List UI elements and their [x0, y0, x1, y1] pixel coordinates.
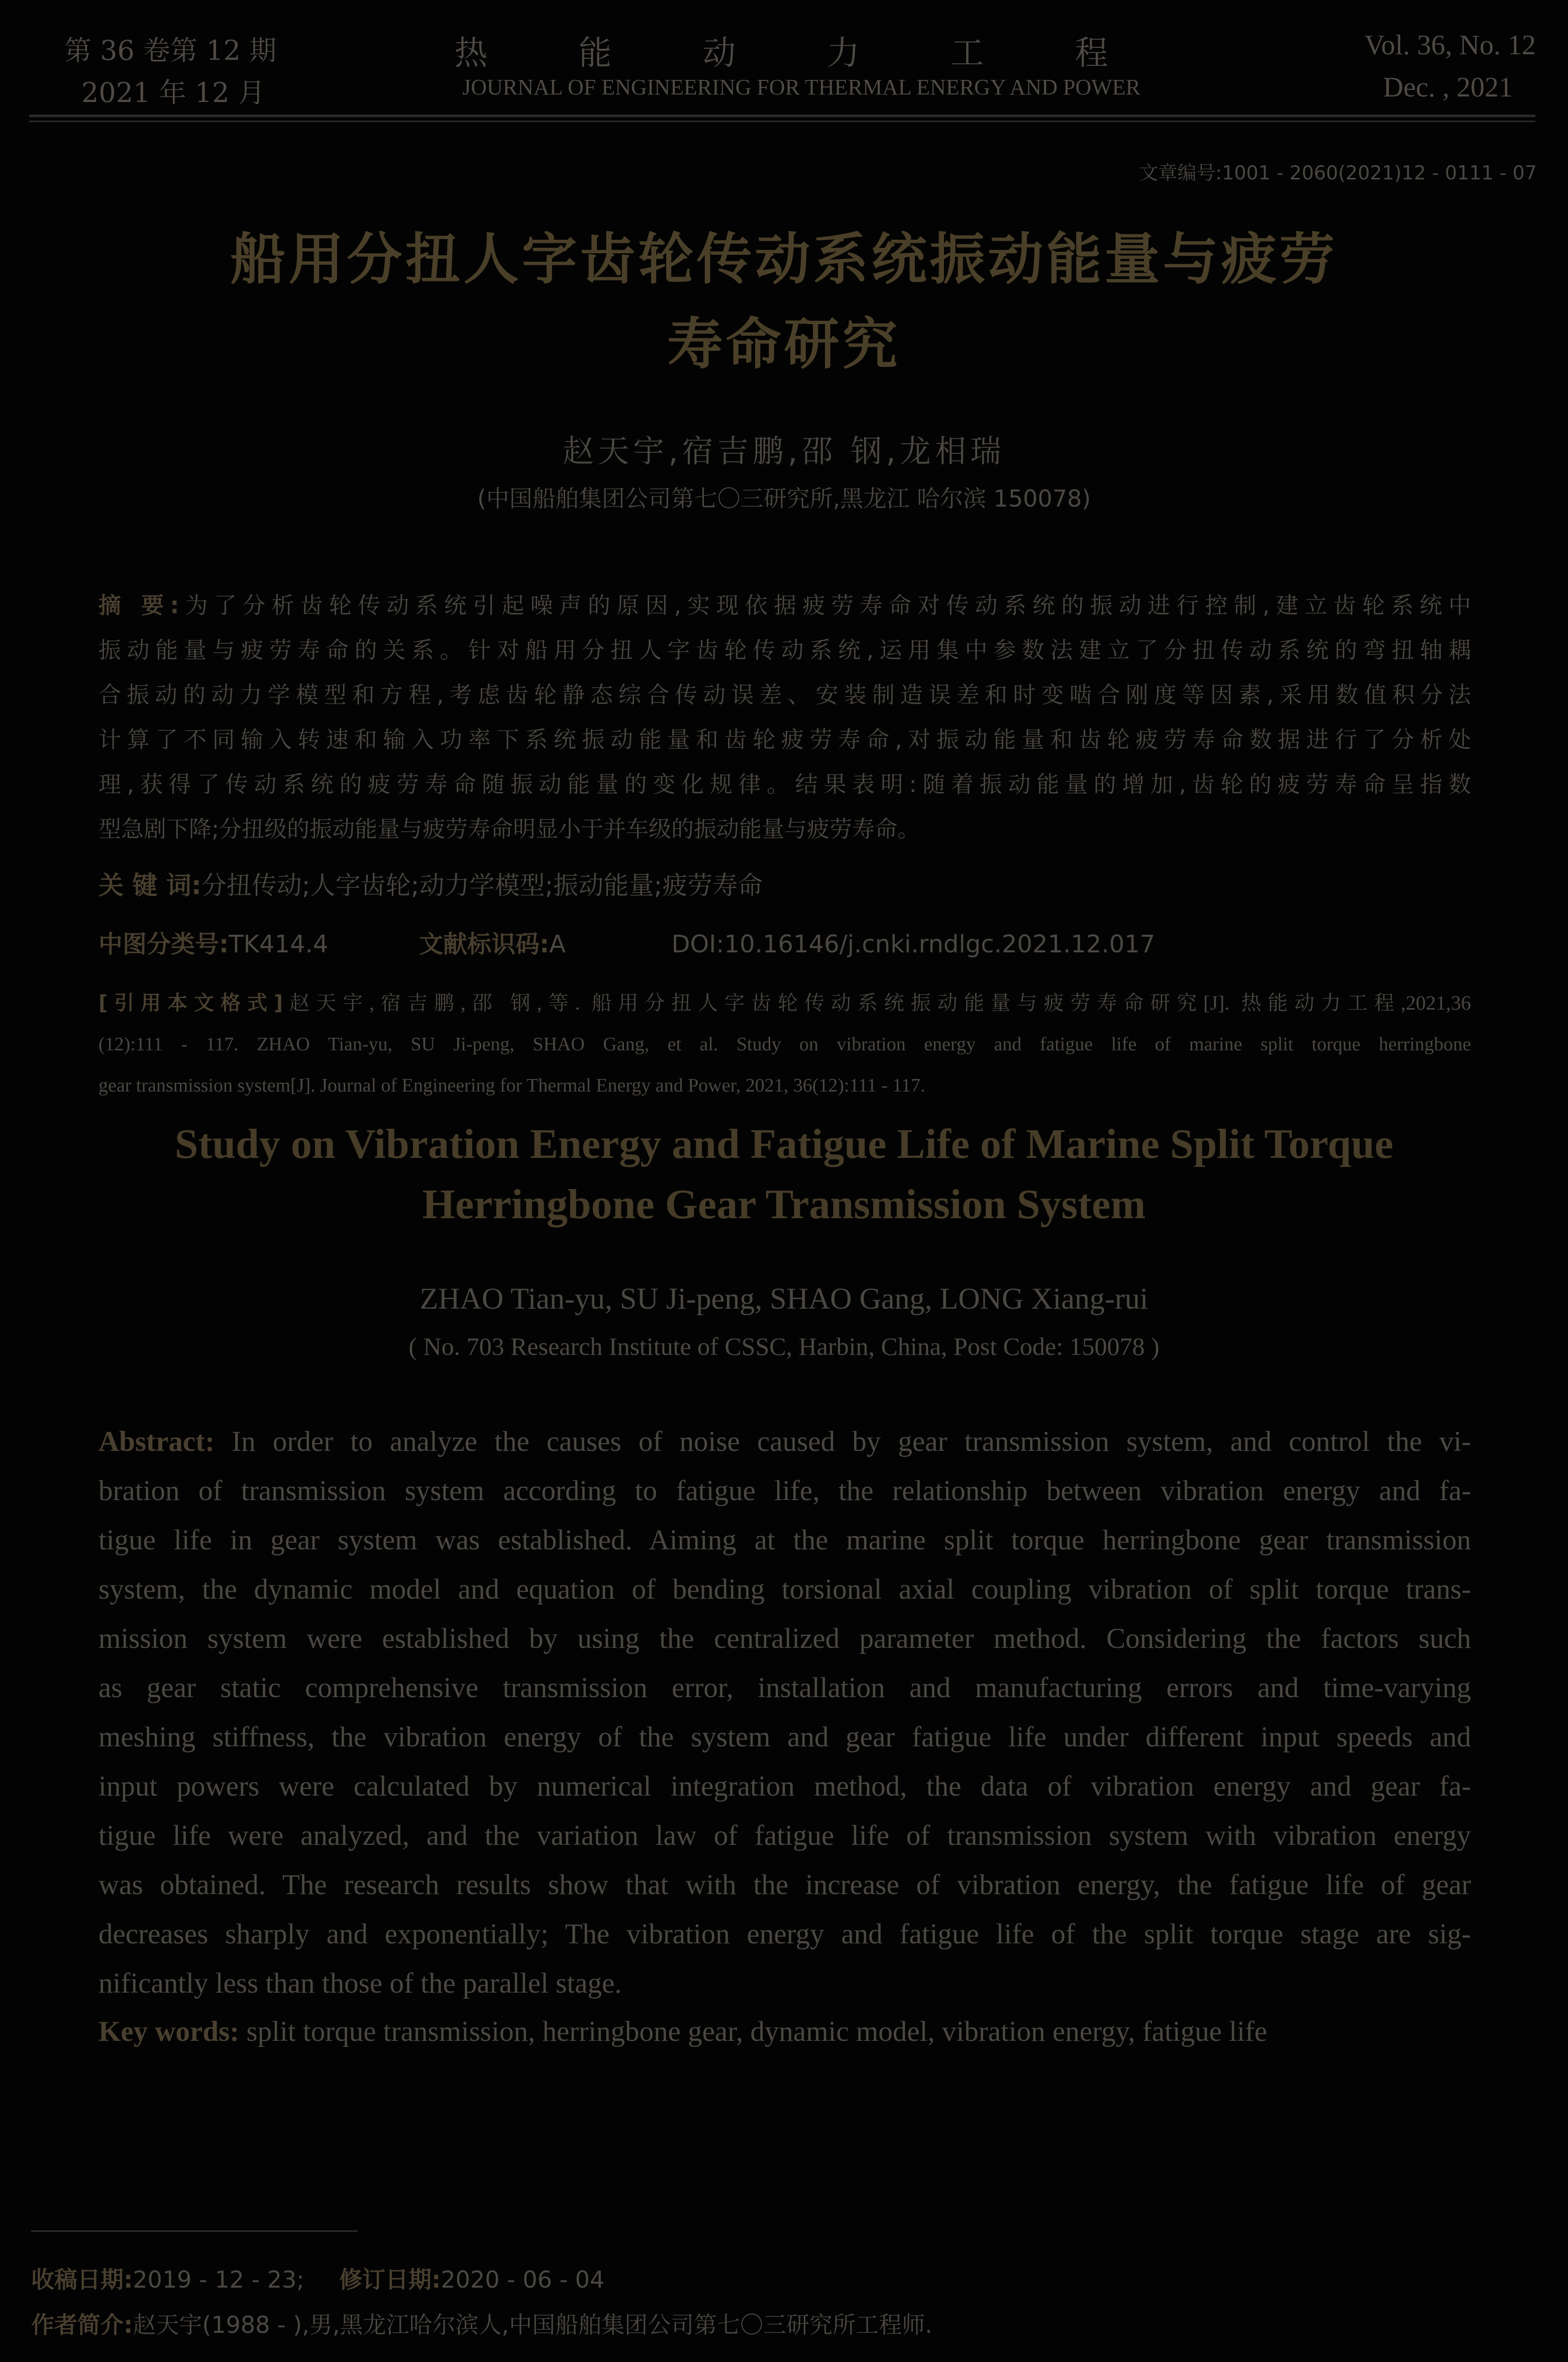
citation-label: [引用本文格式] [98, 992, 283, 1015]
header-right-top: Vol. 36, No. 12 [1364, 30, 1536, 61]
abstract-en-line: nificantly less than those of the parallel stage. [98, 1967, 622, 1999]
abstract-cn [98, 583, 1471, 851]
abstract-en-line: mission system were established by using the centralized parameter method. Considering the factors such [98, 1623, 1471, 1654]
abstract-en-line: tigue life were analyzed, and the variation law of fatigue life of transmission system with vibration energy [98, 1820, 1471, 1851]
authors-cn: 赵天宇,宿吉鹏,邵 钢,龙相瑞 [563, 433, 1005, 469]
abstract-en-line: tigue life in gear system was established. Aiming at the marine split torque herringbone gear transmission [98, 1524, 1471, 1556]
abstract-cn-label: 摘 要: [98, 592, 179, 619]
doc-code-value: A [549, 930, 566, 958]
citation-line: [引用本文格式]赵天宇,宿吉鹏,邵 钢,等. 船用分扭人字齿轮传动系统振动能量与疲劳寿命研究[J]. 热能动力工程,2021,36 [98, 992, 1471, 1015]
keywords-en-value: split torque transmission, herringbone gear, dynamic model, vibration energy, fatigue life [246, 2016, 1268, 2047]
abstract-cn-line: 型急剧下降;分扭级的振动能量与疲劳寿命明显小于并车级的振动能量与疲劳寿命。 [98, 816, 920, 842]
citation [98, 982, 1471, 1106]
doi: DOI:10.16146/j.cnki.rndlgc.2021.12.017 [671, 930, 1156, 958]
abstract-cn-line: 合振动的动力学模型和方程,考虑齿轮静态综合传动误差、安装制造误差和时变啮合刚度等因素,采用数值积分法 [98, 681, 1471, 708]
received-label: 收稿日期: [31, 2266, 133, 2293]
keywords-en-label: Key words: [98, 2016, 240, 2047]
title-cn-line-2: 寿命研究 [667, 312, 901, 376]
header-center-cn: 热 能 动 力 工 程 [454, 34, 1148, 72]
title-en-line-2: Herringbone Gear Transmission System [422, 1181, 1146, 1228]
abstract-cn-line: 振动能量与疲劳寿命的关系。针对船用分扭人字齿轮传动系统,运用集中参数法建立了分扭传动系统的弯扭轴耦 [98, 637, 1471, 663]
classification-row [98, 925, 1155, 959]
revised-value: 2020 - 06 - 04 [441, 2266, 605, 2293]
revised-label: 修订日期: [339, 2266, 441, 2293]
header-right-bottom: Dec. , 2021 [1383, 72, 1513, 103]
keywords-cn-value: 分扭传动;人字齿轮;动力学模型;振动能量;疲劳寿命 [201, 871, 763, 900]
abstract-cn-line: 理,获得了传动系统的疲劳寿命随振动能量的变化规律。结果表明:随着振动能量的增加,齿轮的疲劳寿命呈指数 [98, 771, 1471, 798]
received-value: 2019 - 12 - 23; [133, 2266, 304, 2293]
abstract-en-line: bration of transmission system according to fatigue life, the relationship between vibration energy and fa- [98, 1475, 1471, 1507]
clc-label: 中图分类号: [98, 930, 229, 958]
doc-code-label: 文献标识码: [419, 930, 550, 958]
title-cn-line-1: 船用分扭人字齿轮传动系统振动能量与疲劳 [230, 227, 1338, 291]
abstract-cn-line: 计算了不同输入转速和输入功率下系统振动能量和齿轮疲劳寿命,对振动能量和齿轮疲劳寿命数据进行了分析处 [98, 726, 1471, 753]
footnote-rule [31, 2230, 358, 2232]
author-bio-label: 作者简介: [31, 2311, 133, 2338]
abstract-cn-line: 摘 要:为了分析齿轮传动系统引起噪声的原因,实现依据疲劳寿命对传动系统的振动进行控制,建立齿轮系统中 [98, 592, 1471, 619]
abstract-en-line: decreases sharply and exponentially; The vibration energy and fatigue life of the split torque stage are sig- [98, 1918, 1471, 1950]
header-rule-top [29, 115, 1535, 117]
article-number: 文章编号:1001 - 2060(2021)12 - 0111 - 07 [1139, 162, 1537, 184]
abstract-en-line: meshing stiffness, the vibration energy of the system and gear fatigue life under different input speeds and [98, 1721, 1471, 1753]
keywords-cn-label: 关 键 词: [98, 871, 201, 900]
abstract-en-line: input powers were calculated by numerical integration method, the data of vibration energy and gear fa- [98, 1770, 1471, 1802]
citation-line: (12):111 - 117. ZHAO Tian-yu, SU Ji-peng, SHAO Gang, et al. Study on vibration energy and fatigue life of marine split torque herringbone [98, 1034, 1471, 1055]
abstract-en-line: as gear static comprehensive transmission error, installation and manufacturing errors and time-varying [98, 1672, 1471, 1704]
abstract-en-label: Abstract: [98, 1426, 215, 1457]
header-center-en: JOURNAL OF ENGINEERING FOR THERMAL ENERGY AND POWER [462, 75, 1140, 100]
affiliation-cn: (中国船舶集团公司第七〇三研究所,黑龙江 哈尔滨 150078) [477, 485, 1091, 512]
abstract-en [98, 1417, 1471, 2056]
footnote-dates [31, 2261, 604, 2295]
abstract-en-line: Abstract: In order to analyze the causes of noise caused by gear transmission system, and control the vi- [98, 1426, 1471, 1457]
footnote-author [31, 2307, 932, 2340]
clc-value: TK414.4 [229, 930, 329, 958]
abstract-en-line: system, the dynamic model and equation of bending torsional axial coupling vibration of split torque trans- [98, 1573, 1471, 1605]
header-left-bottom: 2021 年 12 月 [81, 77, 265, 109]
keywords-cn [98, 865, 763, 902]
affiliation-en: ( No. 703 Research Institute of CSSC, Harbin, China, Post Code: 150078 ) [408, 1332, 1160, 1360]
citation-line: gear transmission system[J]. Journal of Engineering for Thermal Energy and Power, 2021, 36(12):111 - 117. [98, 1075, 925, 1096]
authors-en: ZHAO Tian-yu, SU Ji-peng, SHAO Gang, LONG Xiang-rui [420, 1282, 1148, 1315]
abstract-en-line: was obtained. The research results show that with the increase of vibration energy, the fatigue life of gear [98, 1869, 1471, 1901]
header-left-top: 第 36 卷第 12 期 [64, 35, 277, 66]
header-rule-bottom [29, 121, 1535, 122]
author-bio-value: 赵天宇(1988 - ),男,黑龙江哈尔滨人,中国船舶集团公司第七〇三研究所工程师. [133, 2311, 932, 2338]
title-en-line-1: Study on Vibration Energy and Fatigue Life of Marine Split Torque [174, 1121, 1394, 1167]
keywords-en [98, 2007, 1471, 2056]
